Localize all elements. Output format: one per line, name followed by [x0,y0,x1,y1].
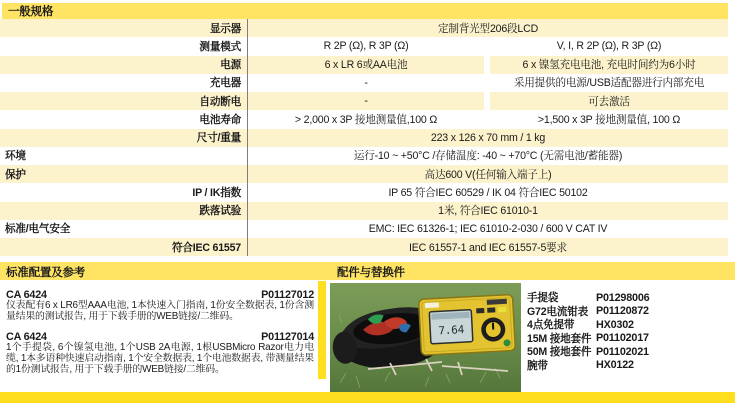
spec-label: 跌落试验 [0,202,247,220]
spec-row [0,37,728,55]
accessories-list [527,291,727,372]
spec-row [0,183,728,201]
spec-value: - [248,92,484,110]
config-entry-description: 仪表配有6 x LR6型AAA电池, 1本快速入门指南, 1份安全数据表, 1份含测量结果的测试报告, 用于下载手册的WEB链接/二维码。 [6,300,314,322]
spec-values [247,37,728,55]
spec-value: IEC 61557-1 and IEC 61557-5要求 [248,238,728,256]
spec-value: 6 x 镍氢充电电池, 充电时间约为6小时 [490,56,728,74]
spec-values [247,183,728,201]
accessory-part-number: P01102017 [596,332,649,345]
accessory-part-number: HX0122 [596,359,634,372]
spec-value: 高达600 V(任何输入端子上) [248,165,728,183]
spec-value: > 2,000 x 3P 接地测量值,100 Ω [294,113,438,126]
spec-value: 定制背光型206段LCD [248,19,728,37]
accessory-name: 15M 接地套件 [527,332,592,345]
spec-values [247,110,728,128]
accessory-name: 手提袋 [527,292,559,305]
spec-values [247,147,728,165]
spec-row [0,238,728,256]
accessory-row [527,291,727,305]
spec-values [247,202,728,220]
spec-value: 1米, 符合IEC 61010-1 [248,202,728,220]
spec-row [0,19,728,37]
spec-value: 可去激活 [490,92,728,110]
accessory-row [527,345,727,359]
spec-label: 测量模式 [199,40,241,53]
model-name: CA 6424 [6,289,47,301]
spec-label: 电源 [0,56,247,74]
spec-value: - [364,76,368,89]
brand-label [425,302,439,308]
general-specs-table [0,19,728,256]
bottom-section-header-bar [0,262,735,280]
spec-values [247,238,728,256]
spec-value: IP 65 符合IEC 60529 / IK 04 符合IEC 50102 [388,186,588,199]
spec-values [247,92,728,110]
spec-row [0,74,728,92]
spec-label: IP / IK指数 [192,186,241,199]
spec-value: V, I, R 2P (Ω), R 3P (Ω) [556,40,662,53]
accessory-name: 50M 接地套件 [527,346,592,359]
spec-values [247,74,728,92]
spec-value: 采用提供的电源/USB适配器进行内部充电 [513,77,705,90]
accessories-title: 配件与替换件 [337,267,405,279]
spec-label: 符合IEC 61557 [0,238,247,256]
spec-row [0,110,728,128]
spec-label: 电池寿命 [199,113,241,126]
accessory-row [527,359,727,373]
accessory-part-number: P01102021 [596,345,649,358]
spec-row [0,129,728,147]
spec-label: 尺寸/重量 [0,129,247,147]
spec-row [0,147,728,165]
spec-row [0,165,728,183]
part-number: P01127012 [261,289,314,301]
spec-value: R 2P (Ω), R 3P (Ω) [323,40,409,53]
part-number: P01127014 [261,331,314,344]
spec-values [247,56,728,74]
product-photo [330,283,521,392]
spec-row [0,92,728,110]
accessory-row [527,318,727,332]
spec-label: 标准/电气安全 [5,223,71,236]
spec-values [247,220,728,238]
spec-values [247,19,728,37]
product-photo-illustration [330,283,521,392]
spec-value: 6 x LR 6或AA电池 [248,56,484,74]
spec-label: 显示器 [0,19,247,37]
accessory-name: G72电流钳表 [527,305,588,318]
spec-label: 自动断电 [0,92,247,110]
model-name: CA 6424 [6,331,47,344]
config-entry [6,289,314,322]
spec-values [247,129,728,147]
standard-config-block [6,289,314,376]
standard-config-title: 标准配置及参考 [6,267,86,279]
accessory-part-number: HX0302 [596,318,634,331]
spec-row [0,220,728,238]
spec-value: 223 x 126 x 70 mm / 1 kg [248,129,728,147]
spec-values [247,165,728,183]
bottom-accent-bar [0,392,735,403]
spec-label: 保护 [0,165,247,183]
accessory-row [527,332,727,346]
accessory-row [527,305,727,319]
accessory-part-number: P01120872 [596,305,649,318]
yellow-separator-strip [318,281,326,379]
general-specs-header-bar [2,3,728,19]
accessory-name: 4点免提带 [527,319,575,332]
config-entry [6,331,314,375]
spec-row [0,56,728,74]
spec-value: 运行-10 ~ +50°C /存储温度: -40 ~ +70°C (无需电池/蓄能器) [353,150,623,163]
general-specs-title: 一般规格 [8,6,54,18]
spec-row [0,202,728,220]
accessory-part-number: P01298006 [596,291,650,304]
spec-label: 环境 [5,150,26,163]
spec-label: 充电器 [209,77,241,90]
spec-value: EMC: IEC 61326-1; IEC 61010-2-030 / 600 V CAT IV [368,222,608,235]
spec-value: >1,500 x 3P 接地测量值, 100 Ω [537,113,681,126]
accessory-name: 腕带 [527,359,548,372]
lcd-reading: 7.64 [438,323,465,338]
config-entry-description: 1个手提袋, 6个镍氢电池, 1个USB 2A电源, 1根USBMicro Razor电力电缆, 1本多语种快速启动指南, 1个安全数据表, 1个电池数据表, 带测量结果的1份测试报告, 用于下载手册的WEB链接/二维码。 [6,342,314,375]
earth-tester-device [419,294,516,355]
